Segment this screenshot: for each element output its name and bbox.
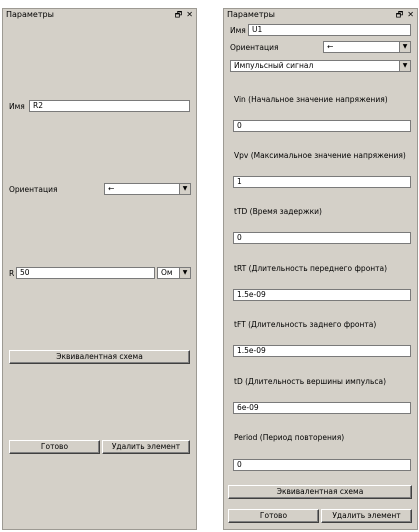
left-panel-title: Параметры xyxy=(6,10,54,19)
r-unit-value: Ом xyxy=(161,268,173,277)
delete-element-button[interactable]: Удалить элемент xyxy=(321,509,412,523)
equivalent-circuit-button[interactable]: Эквивалентная схема xyxy=(228,485,412,499)
param-label: tTD (Время задержки) xyxy=(234,207,322,216)
chevron-down-icon[interactable]: ▼ xyxy=(399,61,410,71)
param-input[interactable]: 1 xyxy=(233,176,411,188)
chevron-down-icon[interactable]: ▼ xyxy=(179,184,190,194)
param-label: tRT (Длительность переднего фронта) xyxy=(234,264,388,273)
param-label: tFT (Длительность заднего фронта) xyxy=(234,320,377,329)
param-input[interactable]: 1.5e-09 xyxy=(233,345,411,357)
param-input[interactable]: 0 xyxy=(233,232,411,244)
param-label: Vpv (Максимальное значение напряжения) xyxy=(234,151,406,160)
restore-icon[interactable]: 🗗 xyxy=(395,10,404,19)
param-input[interactable]: 6e-09 xyxy=(233,402,411,414)
chevron-down-icon[interactable]: ▼ xyxy=(179,268,190,278)
name-label: Имя xyxy=(9,102,25,111)
left-panel-titlebar xyxy=(3,9,196,20)
restore-icon[interactable]: 🗗 xyxy=(174,10,183,19)
orientation-select[interactable] xyxy=(323,41,411,53)
done-button[interactable]: Готово xyxy=(9,440,100,454)
chevron-down-icon[interactable]: ▼ xyxy=(399,42,410,52)
equivalent-circuit-button[interactable]: Эквивалентная схема xyxy=(9,350,190,364)
right-panel-titlebar xyxy=(224,9,417,20)
close-icon[interactable]: ✕ xyxy=(407,10,414,19)
close-icon[interactable]: ✕ xyxy=(186,10,193,19)
orientation-select[interactable] xyxy=(104,183,191,195)
left-parameters-panel xyxy=(2,8,197,530)
name-input[interactable]: U1 xyxy=(248,24,411,36)
right-parameters-panel xyxy=(223,8,418,530)
param-label: Period (Период повторения) xyxy=(234,433,345,442)
orientation-value: ← xyxy=(108,184,115,193)
delete-element-button[interactable]: Удалить элемент xyxy=(102,440,190,454)
r-label: R xyxy=(9,269,15,278)
param-input[interactable]: 1.5e-09 xyxy=(233,289,411,301)
done-button[interactable]: Готово xyxy=(228,509,319,523)
signal-type-value: Импульсный сигнал xyxy=(234,61,314,70)
r-value-input[interactable]: 50 xyxy=(16,267,155,279)
orientation-label: Ориентация xyxy=(230,43,279,52)
right-panel-title: Параметры xyxy=(227,10,275,19)
name-label: Имя xyxy=(230,26,246,35)
signal-type-select[interactable] xyxy=(230,60,411,72)
r-unit-select[interactable] xyxy=(157,267,191,279)
param-label: tD (Длительность вершины импульса) xyxy=(234,377,387,386)
name-input[interactable]: R2 xyxy=(29,100,190,112)
orientation-label: Ориентация xyxy=(9,185,58,194)
orientation-value: ← xyxy=(327,42,334,51)
param-label: Vin (Начальное значение напряжения) xyxy=(234,95,388,104)
param-input[interactable]: 0 xyxy=(233,459,411,471)
param-input[interactable]: 0 xyxy=(233,120,411,132)
